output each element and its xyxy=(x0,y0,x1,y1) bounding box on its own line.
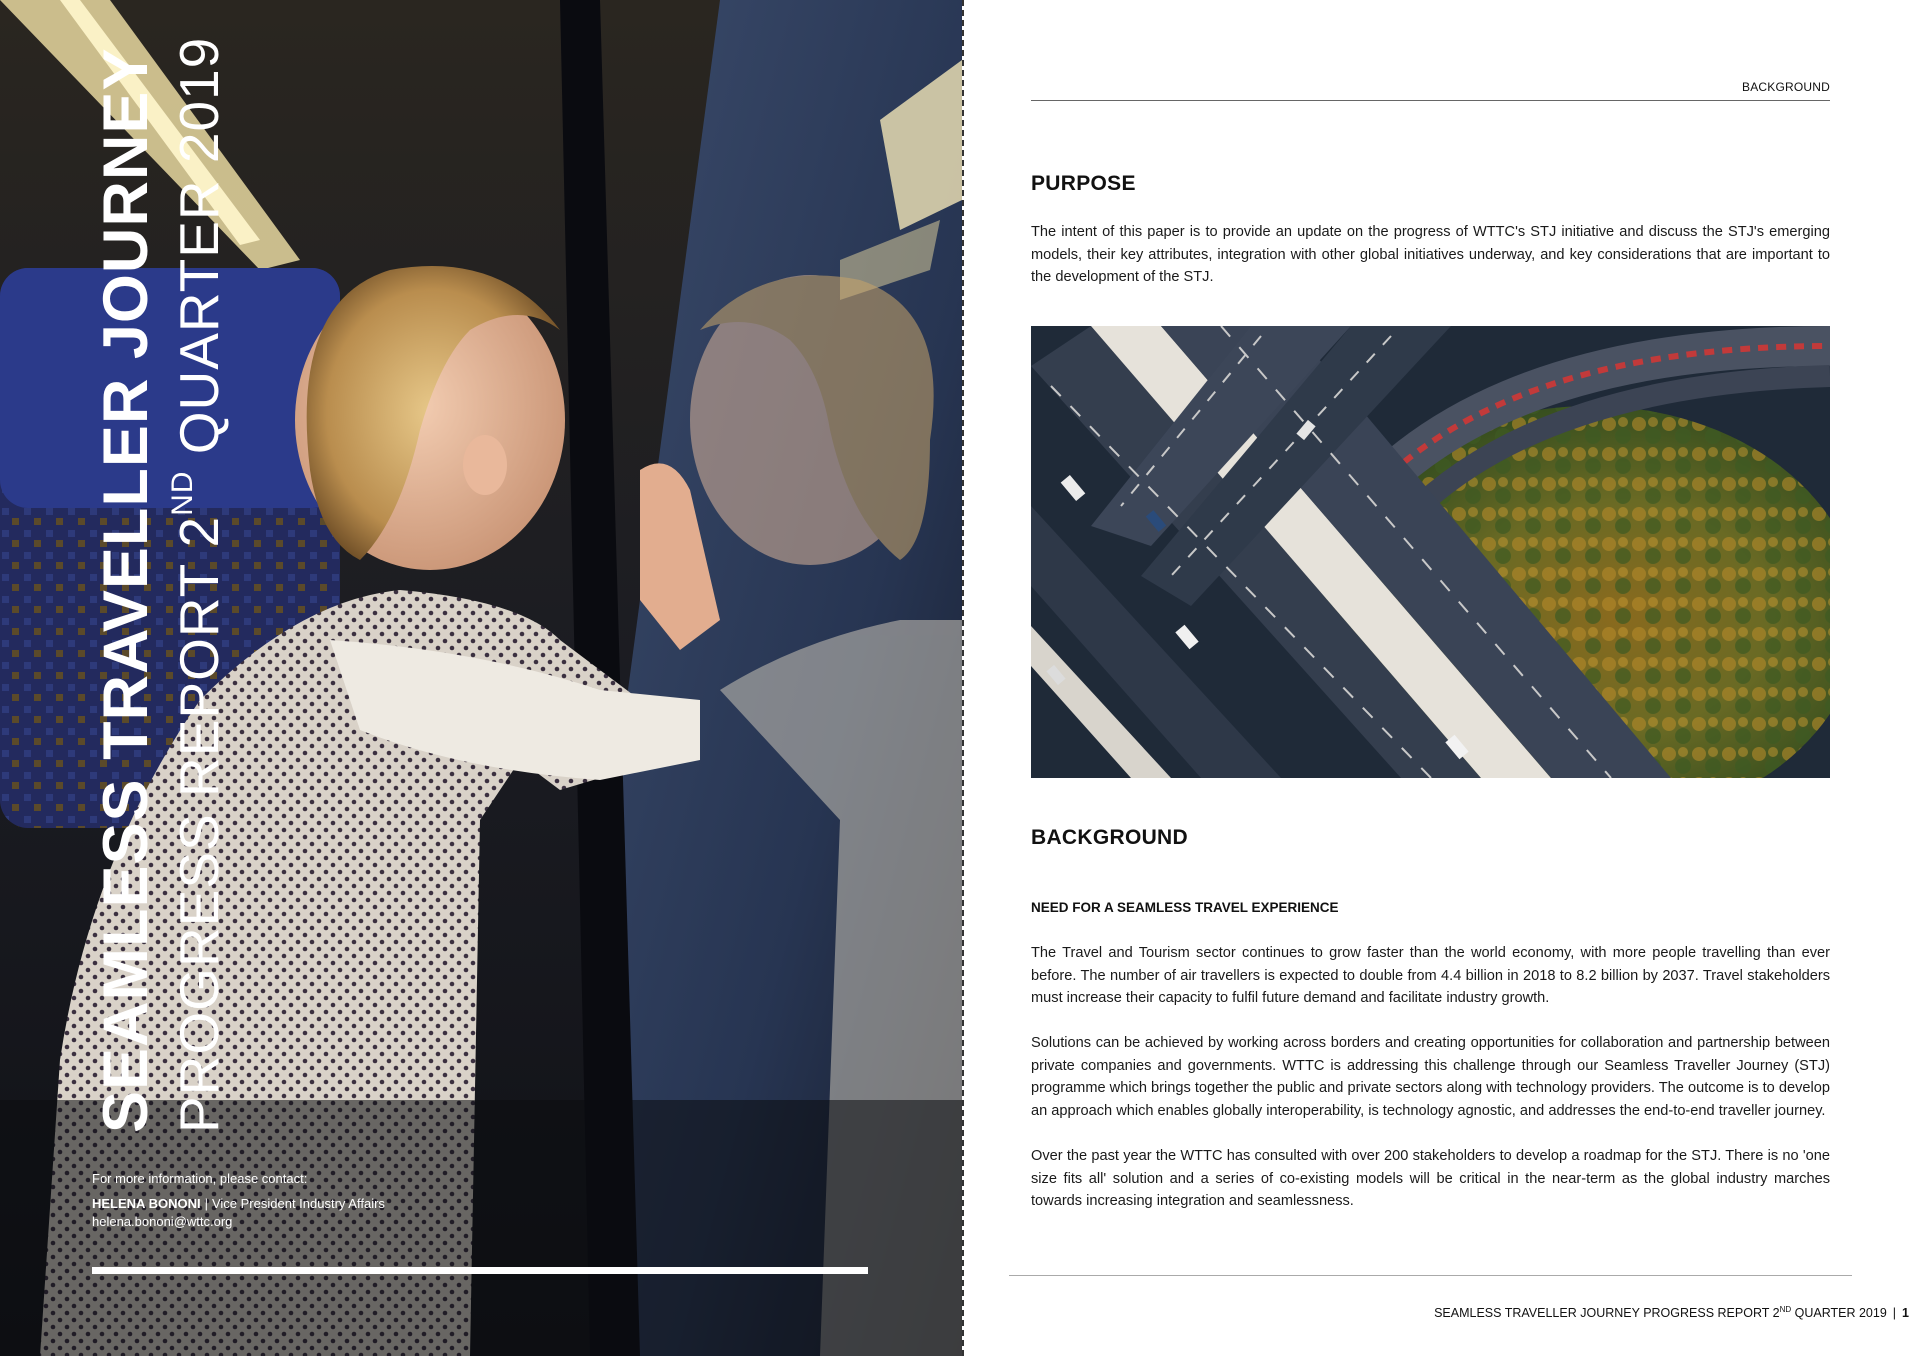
contact-separator: | xyxy=(204,1196,208,1211)
page-footer xyxy=(1434,1305,1909,1320)
background-paragraph: Over the past year the WTTC has consulted with over 200 stakeholders to develop a roadmap for the STJ. There is no 'one size fits all' solution and a series of co-existing models will be critical in the near-term as the global industry marches towards increasing integration and seamlessness. xyxy=(1031,1148,1830,1209)
footer-title-sup: ND xyxy=(1779,1305,1792,1314)
contact-line xyxy=(92,1195,385,1213)
cover-title-block xyxy=(0,0,230,1140)
content-page xyxy=(964,0,1920,1356)
contact-prompt: For more information, please contact: xyxy=(92,1171,308,1186)
header-rule xyxy=(1031,100,1830,101)
highway-aerial-photo xyxy=(1031,326,1830,778)
purpose-paragraph: The intent of this paper is to provide an update on the progress of WTTC's STJ initiative and discuss the STJ's emerging models, their key attributes, integration with other global initiatives underway, and key considerations that are important to the development of the STJ. xyxy=(1031,224,1830,285)
footer-title-suffix: QUARTER 2019 xyxy=(1791,1306,1887,1320)
cover-title: SEAMLESS TRAVELLER JOURNEY xyxy=(91,47,161,1133)
contact-role: Vice President Industry Affairs xyxy=(211,1196,385,1211)
footer-rule xyxy=(1009,1275,1852,1276)
contact-name: HELENA BONONI xyxy=(92,1196,201,1211)
page-number: 1 xyxy=(1902,1306,1909,1320)
cover-subtitle-prefix: PROGRESS REPORT 2 xyxy=(168,515,230,1133)
purpose-heading: PURPOSE xyxy=(1031,172,1136,195)
cover-subtitle-suffix: QUARTER 2019 xyxy=(168,36,230,471)
contact-block xyxy=(92,1170,385,1231)
footer-separator: | xyxy=(1892,1306,1897,1320)
footer-title-prefix: SEAMLESS TRAVELLER JOURNEY PROGRESS REPORT 2 xyxy=(1434,1306,1780,1320)
background-paragraph: Solutions can be achieved by working across borders and creating opportunities for collaboration and partnership between private companies and governments. WTTC is addressing this challenge through our Seamless Traveller Journey (STJ) programme which brings together the public and private sectors along with technology providers. The outcome is to develop an approach which enables globally interoperability, is technology agnostic, and addresses the end-to-end traveller journey. xyxy=(1031,1035,1830,1119)
contact-email[interactable]: helena.bononi@wttc.org xyxy=(92,1214,233,1229)
running-head: BACKGROUND xyxy=(1741,80,1830,94)
cover-subtitle-sup: ND xyxy=(166,470,199,516)
subheading: NEED FOR A SEAMLESS TRAVEL EXPERIENCE xyxy=(1031,900,1339,915)
cover-rule xyxy=(92,1267,868,1274)
background-paragraph: The Travel and Tourism sector continues to grow faster than the world economy, with more people travelling than ever before. The number of air travellers is expected to double from 4.4 billion in 2018 to 8.2 billion by 2037. Travel stakeholders must increase their capacity to fulfil future demand and facilitate industry growth. xyxy=(1031,945,1830,1006)
cover-subtitle xyxy=(166,37,231,1133)
background-heading: BACKGROUND xyxy=(1031,826,1188,849)
